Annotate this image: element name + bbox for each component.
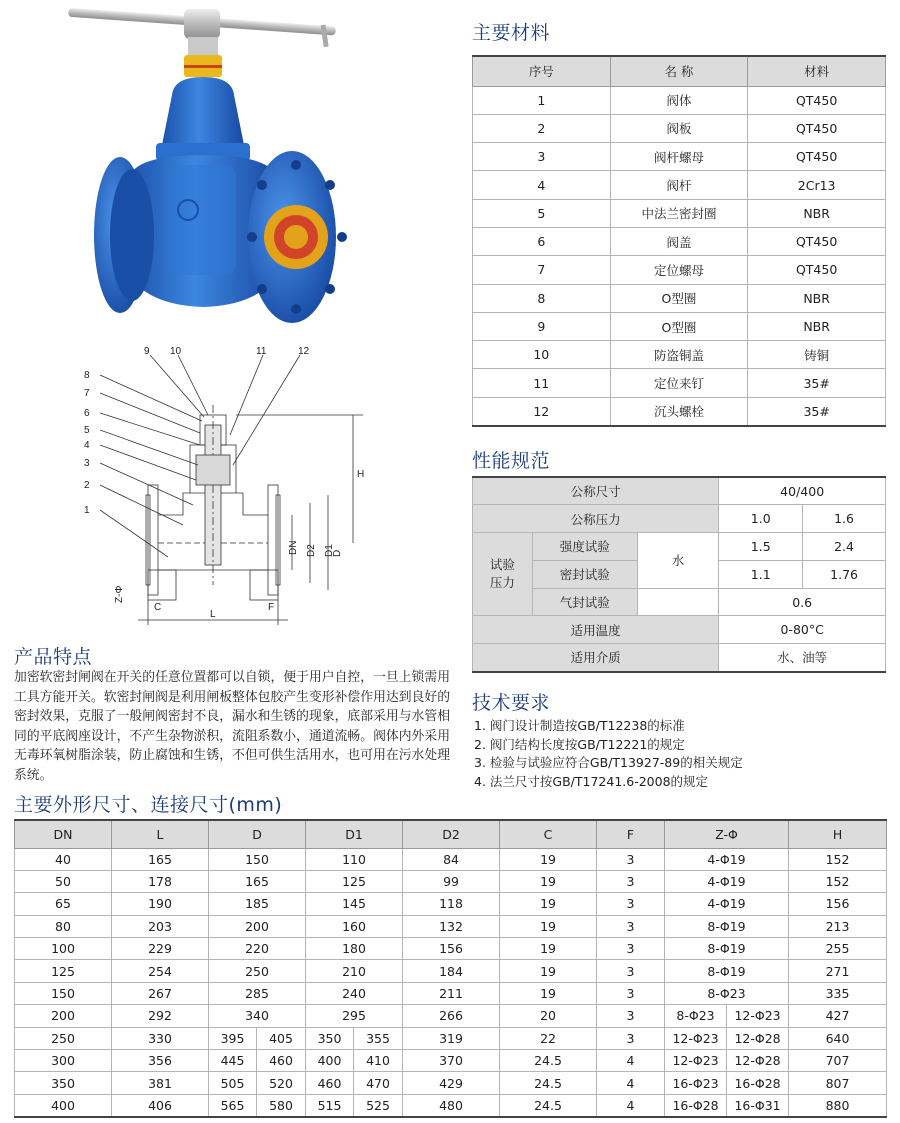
- table-cell: 24.5: [500, 1094, 597, 1116]
- table-cell: 807: [789, 1072, 887, 1094]
- table-row: [473, 284, 886, 312]
- table-cell: 118: [403, 893, 500, 915]
- table-cell: 156: [403, 938, 500, 960]
- table-row: [15, 960, 887, 982]
- callout-11: 11: [256, 346, 267, 357]
- table-cell: 267: [112, 982, 209, 1004]
- table-cell: 350: [15, 1072, 112, 1094]
- features-title: 产品特点: [14, 646, 93, 668]
- header-cell: D: [209, 820, 306, 848]
- table-cell: 阀体: [610, 86, 748, 114]
- media-value: 水、油等: [719, 644, 886, 672]
- header-cell: L: [112, 820, 209, 848]
- strength-value: 1.5: [719, 533, 803, 561]
- table-cell: 16-Φ28: [727, 1072, 789, 1094]
- table-cell: 266: [403, 1005, 500, 1027]
- table-row: [473, 533, 886, 561]
- table-cell: 707: [789, 1050, 887, 1072]
- table-cell: 沉头螺栓: [610, 397, 748, 425]
- table-cell: 640: [789, 1027, 887, 1049]
- table-cell: 250: [209, 960, 306, 982]
- table-cell: 7: [473, 256, 611, 284]
- tech-list: [474, 717, 743, 791]
- table-row: [473, 477, 886, 505]
- header-cell: H: [789, 820, 887, 848]
- header-cell: Z-Φ: [665, 820, 789, 848]
- table-cell: 12: [473, 397, 611, 425]
- table-row: [15, 1050, 887, 1072]
- table-cell: 515: [306, 1094, 354, 1116]
- table-cell: 8-Φ19: [665, 915, 789, 937]
- table-cell: 12-Φ28: [727, 1027, 789, 1049]
- strength-value: 2.4: [803, 533, 886, 561]
- table-cell: 19: [500, 870, 597, 892]
- table-cell: 4-Φ19: [665, 848, 789, 870]
- table-cell: 12-Φ23: [727, 1005, 789, 1027]
- section-drawing: [78, 345, 378, 640]
- table-cell: 229: [112, 938, 209, 960]
- header-cell: D2: [403, 820, 500, 848]
- table-cell: 4: [597, 1050, 665, 1072]
- table-cell: 19: [500, 960, 597, 982]
- table-cell: 356: [112, 1050, 209, 1072]
- table-row: [473, 171, 886, 199]
- table-cell: 405: [257, 1027, 306, 1049]
- temp-label: 适用温度: [473, 616, 719, 644]
- table-cell: QT450: [748, 86, 886, 114]
- table-cell: 160: [306, 915, 403, 937]
- table-cell: 3: [597, 915, 665, 937]
- dimensions-table: [14, 819, 887, 1118]
- header-cell: 材料: [748, 56, 886, 86]
- table-cell: 19: [500, 848, 597, 870]
- valve-photo: [60, 5, 350, 335]
- table-cell: 3: [597, 893, 665, 915]
- dim-zphi: Z-Φ: [114, 585, 125, 603]
- table-cell: 阀杆: [610, 171, 748, 199]
- table-cell: 355: [354, 1027, 403, 1049]
- table-cell: 3: [597, 938, 665, 960]
- table-cell: 429: [403, 1072, 500, 1094]
- table-row: [473, 369, 886, 397]
- table-row: [473, 86, 886, 114]
- table-cell: 200: [209, 915, 306, 937]
- table-cell: 213: [789, 915, 887, 937]
- table-cell: 22: [500, 1027, 597, 1049]
- table-cell: 8-Φ23: [665, 1005, 727, 1027]
- table-cell: 阀盖: [610, 227, 748, 255]
- table-cell: 16-Φ23: [665, 1072, 727, 1094]
- table-cell: 880: [789, 1094, 887, 1116]
- table-cell: 16-Φ31: [727, 1094, 789, 1116]
- dim-dn: DN: [288, 540, 299, 555]
- callout-7: 7: [84, 388, 90, 399]
- list-item: 4. 法兰尺寸按GB/T17241.6-2008的规定: [474, 773, 709, 789]
- table-row: [15, 982, 887, 1004]
- table-cell: 254: [112, 960, 209, 982]
- table-row: [473, 114, 886, 142]
- nominal-size-label: 公称尺寸: [473, 477, 719, 505]
- table-cell: 520: [257, 1072, 306, 1094]
- table-cell: 3: [597, 982, 665, 1004]
- table-row: [473, 505, 886, 533]
- table-cell: 20: [500, 1005, 597, 1027]
- table-cell: NBR: [748, 312, 886, 340]
- table-cell: 370: [403, 1050, 500, 1072]
- table-cell: 8-Φ23: [665, 982, 789, 1004]
- table-cell: 8-Φ19: [665, 938, 789, 960]
- table-cell: 19: [500, 938, 597, 960]
- table-row: [15, 870, 887, 892]
- medium-water: 水: [637, 533, 719, 589]
- performance-table: [472, 476, 886, 673]
- table-cell: 100: [15, 938, 112, 960]
- performance-title: 性能规范: [472, 450, 551, 472]
- table-cell: 480: [403, 1094, 500, 1116]
- table-cell: 525: [354, 1094, 403, 1116]
- header-cell: 序号: [473, 56, 611, 86]
- table-row: [15, 893, 887, 915]
- table-cell: 125: [15, 960, 112, 982]
- table-cell: 3: [597, 1005, 665, 1027]
- pressure-value: 1.6: [803, 505, 886, 533]
- table-row: [473, 341, 886, 369]
- table-cell: 184: [403, 960, 500, 982]
- materials-title: 主要材料: [472, 22, 551, 44]
- table-cell: 211: [403, 982, 500, 1004]
- table-cell: 150: [209, 848, 306, 870]
- table-cell: 150: [15, 982, 112, 1004]
- table-cell: 285: [209, 982, 306, 1004]
- table-row: [15, 938, 887, 960]
- header-cell: DN: [15, 820, 112, 848]
- table-row: [15, 1072, 887, 1094]
- table-cell: 防盗铜盖: [610, 341, 748, 369]
- callout-10: 10: [170, 346, 182, 357]
- table-cell: 165: [112, 848, 209, 870]
- table-cell: 19: [500, 915, 597, 937]
- table-cell: 3: [597, 870, 665, 892]
- table-header-row: [473, 56, 886, 86]
- callout-9: 9: [144, 346, 150, 357]
- table-row: [473, 616, 886, 644]
- table-cell: 319: [403, 1027, 500, 1049]
- table-row: [473, 312, 886, 340]
- table-cell: 2Cr13: [748, 171, 886, 199]
- air-value: 0.6: [719, 588, 886, 616]
- table-cell: 145: [306, 893, 403, 915]
- table-cell: 330: [112, 1027, 209, 1049]
- table-cell: O型圈: [610, 312, 748, 340]
- table-cell: NBR: [748, 284, 886, 312]
- table-cell: 190: [112, 893, 209, 915]
- table-cell: 3: [597, 960, 665, 982]
- table-cell: 10: [473, 341, 611, 369]
- table-cell: 180: [306, 938, 403, 960]
- table-cell: 156: [789, 893, 887, 915]
- table-cell: 460: [306, 1072, 354, 1094]
- table-cell: 240: [306, 982, 403, 1004]
- table-cell: 3: [473, 143, 611, 171]
- table-cell: QT450: [748, 114, 886, 142]
- dim-d2: D2: [306, 544, 317, 557]
- features-text: 加密软密封闸阀在开关的任意位置都可以自锁，便于用户自控，一旦上锁需用工具方能开关。软密封闸阀是利用闸板整体包胶产生变形补偿作用达到良好的密封效果，克服了一般闸阀密封不良，漏水和生锈的现象，底部采用与水管相同的平底阀座设计，不产生杂物淤积，流阻系数小，通道流畅。阀体内外采用无毒环氧树脂涂装，防止腐蚀和生锈，不但可供生活用水，也可用在污水处理系统。: [14, 670, 450, 783]
- table-cell: 阀杆螺母: [610, 143, 748, 171]
- table-cell: 580: [257, 1094, 306, 1116]
- list-item: 3. 检验与试验应符合GB/T13927-89的相关规定: [474, 755, 743, 770]
- seal-label: 密封试验: [532, 560, 637, 588]
- table-cell: 定位来钉: [610, 369, 748, 397]
- table-cell: 12-Φ23: [665, 1050, 727, 1072]
- air-label: 气封试验: [532, 588, 637, 616]
- table-cell: 250: [15, 1027, 112, 1049]
- callout-2: 2: [84, 480, 90, 491]
- table-cell: QT450: [748, 143, 886, 171]
- table-cell: 16-Φ28: [665, 1094, 727, 1116]
- dimensions-title: 主要外形尺寸、连接尺寸(mm): [14, 794, 283, 816]
- table-cell: 255: [789, 938, 887, 960]
- table-cell: O型圈: [610, 284, 748, 312]
- table-cell: 24.5: [500, 1072, 597, 1094]
- nominal-pressure-label: 公称压力: [473, 505, 719, 533]
- table-cell: 6: [473, 227, 611, 255]
- table-cell: 152: [789, 870, 887, 892]
- test-pressure-text: 试验压力: [489, 557, 515, 591]
- table-row: [15, 848, 887, 870]
- table-cell: 中法兰密封圈: [610, 199, 748, 227]
- table-cell: 9: [473, 312, 611, 340]
- table-cell: 295: [306, 1005, 403, 1027]
- table-cell: 400: [306, 1050, 354, 1072]
- table-cell: 11: [473, 369, 611, 397]
- callout-3: 3: [84, 458, 90, 469]
- table-row: [473, 143, 886, 171]
- table-cell: 24.5: [500, 1050, 597, 1072]
- strength-label: 强度试验: [532, 533, 637, 561]
- header-cell: D1: [306, 820, 403, 848]
- table-cell: 50: [15, 870, 112, 892]
- seal-value: 1.1: [719, 560, 803, 588]
- table-cell: 35#: [748, 369, 886, 397]
- table-row: [15, 1027, 887, 1049]
- table-row: [15, 1005, 887, 1027]
- table-cell: 65: [15, 893, 112, 915]
- header-cell: F: [597, 820, 665, 848]
- table-cell: 406: [112, 1094, 209, 1116]
- dim-h: H: [357, 469, 365, 480]
- table-cell: 1: [473, 86, 611, 114]
- table-cell: 110: [306, 848, 403, 870]
- table-cell: 定位螺母: [610, 256, 748, 284]
- table-cell: 125: [306, 870, 403, 892]
- table-cell: 19: [500, 893, 597, 915]
- dim-d1: D1: [324, 544, 335, 557]
- table-row: [473, 256, 886, 284]
- table-cell: 3: [597, 1027, 665, 1049]
- table-cell: 80: [15, 915, 112, 937]
- table-cell: QT450: [748, 227, 886, 255]
- pressure-value: 1.0: [719, 505, 803, 533]
- table-cell: 4: [597, 1094, 665, 1116]
- table-cell: QT450: [748, 256, 886, 284]
- table-cell: 阀板: [610, 114, 748, 142]
- table-cell: 565: [209, 1094, 257, 1116]
- table-cell: 210: [306, 960, 403, 982]
- seal-value: 1.76: [803, 560, 886, 588]
- table-cell: 152: [789, 848, 887, 870]
- table-cell: 292: [112, 1005, 209, 1027]
- table-row: [473, 588, 886, 616]
- nominal-size-value: 40/400: [719, 477, 886, 505]
- header-cell: 名 称: [610, 56, 748, 86]
- table-cell: 350: [306, 1027, 354, 1049]
- table-cell: 427: [789, 1005, 887, 1027]
- table-cell: 470: [354, 1072, 403, 1094]
- list-item: 2. 阀门结构长度按GB/T12221的规定: [474, 736, 685, 752]
- table-cell: 185: [209, 893, 306, 915]
- table-cell: 271: [789, 960, 887, 982]
- table-row: [15, 915, 887, 937]
- callout-5: 5: [84, 425, 90, 436]
- table-header-row: [15, 820, 887, 848]
- table-cell: NBR: [748, 199, 886, 227]
- temp-value: 0-80°C: [719, 616, 886, 644]
- table-cell: 8-Φ19: [665, 960, 789, 982]
- table-row: [473, 397, 886, 425]
- table-cell: 12-Φ23: [665, 1027, 727, 1049]
- table-cell: 178: [112, 870, 209, 892]
- table-cell: 铸铜: [748, 341, 886, 369]
- table-cell: 99: [403, 870, 500, 892]
- table-cell: 445: [209, 1050, 257, 1072]
- header-cell: C: [500, 820, 597, 848]
- table-cell: 84: [403, 848, 500, 870]
- table-cell: 400: [15, 1094, 112, 1116]
- table-cell: 5: [473, 199, 611, 227]
- table-cell: 4-Φ19: [665, 870, 789, 892]
- dim-c: C: [154, 602, 162, 613]
- table-cell: 381: [112, 1072, 209, 1094]
- table-cell: 200: [15, 1005, 112, 1027]
- dim-f: F: [268, 602, 275, 613]
- table-cell: 505: [209, 1072, 257, 1094]
- table-row: [473, 227, 886, 255]
- table-cell: 220: [209, 938, 306, 960]
- table-cell: 4-Φ19: [665, 893, 789, 915]
- table-cell: 40: [15, 848, 112, 870]
- tech-title: 技术要求: [472, 692, 551, 714]
- callout-6: 6: [84, 408, 90, 419]
- air-empty: [637, 588, 719, 616]
- callout-1: 1: [84, 505, 90, 516]
- media-label: 适用介质: [473, 644, 719, 672]
- table-cell: 203: [112, 915, 209, 937]
- table-cell: 395: [209, 1027, 257, 1049]
- table-row: [473, 199, 886, 227]
- materials-table: [472, 55, 886, 427]
- dim-l: L: [210, 609, 216, 620]
- callout-8: 8: [84, 370, 90, 381]
- table-cell: 132: [403, 915, 500, 937]
- table-cell: 410: [354, 1050, 403, 1072]
- table-cell: 340: [209, 1005, 306, 1027]
- callout-12: 12: [298, 346, 310, 357]
- list-item: 1. 阀门设计制造按GB/T12238的标准: [474, 718, 685, 733]
- table-cell: 460: [257, 1050, 306, 1072]
- callout-4: 4: [84, 440, 90, 451]
- table-cell: 4: [597, 1072, 665, 1094]
- table-row: [473, 644, 886, 672]
- table-cell: 19: [500, 982, 597, 1004]
- table-cell: 12-Φ28: [727, 1050, 789, 1072]
- table-cell: 8: [473, 284, 611, 312]
- table-cell: 335: [789, 982, 887, 1004]
- table-cell: 4: [473, 171, 611, 199]
- test-pressure-label: [473, 533, 533, 616]
- table-row: [15, 1094, 887, 1116]
- table-cell: 2: [473, 114, 611, 142]
- dim-d: D: [332, 549, 343, 557]
- table-cell: 3: [597, 848, 665, 870]
- table-cell: 300: [15, 1050, 112, 1072]
- table-cell: 165: [209, 870, 306, 892]
- table-cell: 35#: [748, 397, 886, 425]
